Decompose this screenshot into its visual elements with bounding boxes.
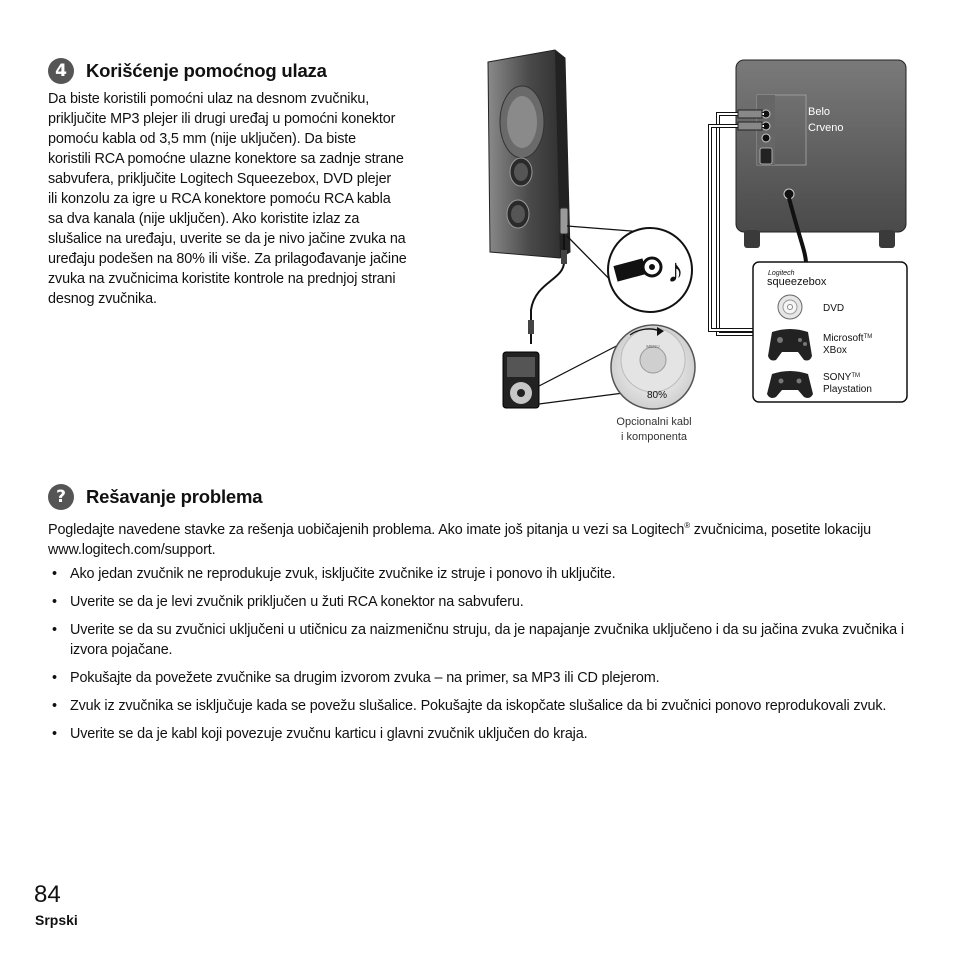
bullet-icon: • [52,726,57,742]
volume-wheel-zoom [611,325,695,409]
caption-line: Opcionalni kabl [616,416,692,428]
instruction-line: priključite MP3 plejer ili drugi uređaj u pomoćni konektor [48,111,396,127]
subwoofer-illustration [736,60,906,248]
page-language: Srpski [35,912,78,928]
aux-jack-zoom [608,228,692,312]
bullet-icon: • [52,566,57,582]
instruction-line: pomoću kabla od 3,5 mm (nije uključen). Da biste [48,131,356,147]
microsoft-label: Microsoft™ [823,333,873,344]
dvd-label: DVD [823,303,845,314]
connection-diagram [0,0,954,470]
source-devices-panel [753,262,907,402]
list-item-text: Uverite se da su zvučnici uključeni u utičnicu za naizmeničnu struju, da je napajanje zvučnika uključeno i da su jačina zvuka zvučnika i izvora pojačane. [70,622,904,658]
list-item [48,620,918,660]
dvd-disc-icon [778,295,802,319]
instruction-line: koristili RCA pomoćne ulazne konektore sa zadnje strane [48,151,404,167]
xbox-label: XBox [823,345,847,356]
logitech-logo: Logitech [768,270,795,277]
squeezebox-logo: squeezebox [767,276,827,288]
list-item-text: Pokušajte da povežete zvučnike sa drugim izvorom zvuka – na primer, sa MP3 ili CD plejerom. [70,670,660,686]
list-item-text: Uverite se da je levi zvučnik priključen u žuti RCA konektor na sabvuferu. [70,594,524,610]
intro-text: Pogledajte navedene stavke za rešenja uobičajenih problema. Ako imate još pitanja u vezi sa Logitech [48,521,685,538]
volume-level-label: 80% [646,390,668,401]
white-rca-label: Belo [808,106,831,118]
section-title-aux-input: Korišćenje pomoćnog ulaza [86,60,327,81]
registered-mark: ® [684,521,690,530]
section-title-troubleshooting: Rešavanje problema [86,486,263,507]
intro-text: zvučnicima, posetite lokaciju www.logitech.com/support. [48,521,872,558]
instruction-line: Da biste koristili pomoćni ulaz na desnom zvučniku, [48,91,370,107]
playstation-label: Playstation [823,384,872,395]
red-rca-label: Crveno [808,122,844,134]
bullet-icon: • [52,698,57,714]
bullet-icon: • [52,594,57,610]
mp3-player-icon [503,352,539,408]
instruction-line: uređaju podešen na 80% ili više. Za prilagođavanje jačine [48,251,407,267]
svg-text:MENU: MENU [646,344,660,349]
list-item [48,592,918,612]
question-mark-icon: ? [48,484,74,510]
troubleshooting-list [48,564,918,752]
list-item [48,724,918,744]
instruction-line: desnog zvučnika. [48,291,157,307]
instruction-line: ili konzolu za igre u RCA konektore pomoću RCA kabla [48,191,391,207]
list-item-text: Ako jedan zvučnik ne reprodukuje zvuk, isključite zvučnike iz struje i ponovo ih uključite. [70,566,616,582]
sony-label: SONY™ [823,372,861,383]
caption-line: i komponenta [620,431,688,443]
list-item-text: Zvuk iz zvučnika se isključuje kada se povežu slušalice. Pokušajte da iskopčate slušalice da bi zvučnici ponovo reprodukovali zvuk. [70,698,887,714]
list-item [48,696,918,716]
music-note-icon: ♪ [667,252,684,290]
instruction-line: slušalice na uređaju, uverite se da je nivo jačine zvuka na [48,231,406,247]
troubleshooting-intro [48,516,908,560]
list-item [48,668,918,688]
list-item [48,564,918,584]
list-item-text: Uverite se da je kabl koji povezuje zvučnu karticu i glavni zvučnik uključen do kraja. [70,726,588,742]
bullet-icon: • [52,622,57,638]
instruction-line: zvuka na zvučnicima koristite kontrole na prednjoj strani [48,271,396,287]
instruction-line: sabvufera, priključite Logitech Squeezebox, DVD plejer [48,171,392,187]
bullet-icon: • [52,670,57,686]
step-number-badge: 4 [48,58,74,84]
page-number: 84 [34,881,61,908]
speaker-illustration [488,50,570,258]
instruction-line: sa dva kanala (nije uključen). Ako koristite izlaz za [48,211,360,227]
